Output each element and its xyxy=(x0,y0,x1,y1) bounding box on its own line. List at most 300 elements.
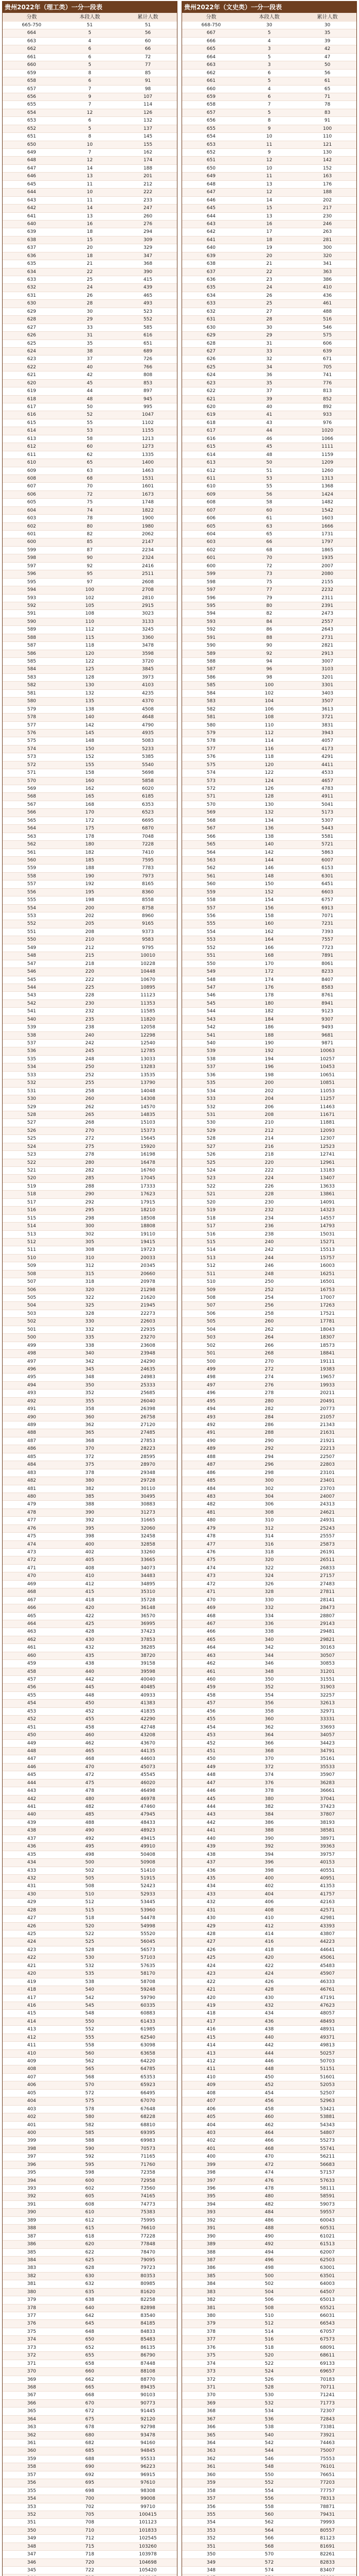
cumulative-cell: 174 xyxy=(143,158,153,163)
score-cell: 499 xyxy=(206,1366,216,1372)
score-cell: 416 xyxy=(27,2003,36,2008)
cumulative-cell: 13183 xyxy=(320,1168,335,1173)
count-cell: 268 xyxy=(85,1120,94,1126)
cumulative-cell: 70573 xyxy=(140,2146,155,2151)
count-cell: 242 xyxy=(265,1247,274,1253)
table-row xyxy=(182,1740,356,1748)
table-row xyxy=(182,1119,356,1127)
count-cell: 552 xyxy=(85,2027,94,2032)
table-row xyxy=(182,1764,356,1771)
count-cell: 500 xyxy=(265,2273,274,2279)
table-row xyxy=(3,1135,177,1143)
table-row xyxy=(3,1334,177,1342)
cumulative-cell: 92120 xyxy=(140,2416,155,2422)
table-row xyxy=(3,1938,177,1946)
cumulative-cell: 28473 xyxy=(320,1605,335,1611)
table-row xyxy=(182,1334,356,1342)
table-row xyxy=(182,1533,356,1540)
cumulative-cell: 35161 xyxy=(320,1756,335,1762)
cumulative-cell: 1463 xyxy=(142,468,154,473)
score-cell: 627 xyxy=(206,348,216,354)
table-row xyxy=(182,1389,356,1397)
cumulative-cell: 1797 xyxy=(321,539,334,545)
count-cell: 24 xyxy=(266,285,272,291)
cumulative-cell: 5540 xyxy=(142,762,154,768)
cumulative-cell: 91 xyxy=(144,78,151,84)
count-cell: 406 xyxy=(265,1900,274,1905)
count-cell: 98 xyxy=(266,674,272,680)
table-row xyxy=(182,579,356,586)
cumulative-cell: 27853 xyxy=(140,1438,155,1444)
count-cell: 330 xyxy=(85,1319,94,1325)
table-row xyxy=(3,714,177,721)
cumulative-cell: 39598 xyxy=(140,1669,155,1674)
table-row xyxy=(3,141,177,149)
count-cell: 534 xyxy=(265,2409,274,2414)
count-cell: 328 xyxy=(85,1311,94,1316)
count-cell: 315 xyxy=(85,1271,94,1277)
table-row xyxy=(3,944,177,952)
cumulative-cell: 47191 xyxy=(320,1995,335,2001)
table-row xyxy=(3,491,177,499)
score-cell: 512 xyxy=(27,1239,36,1245)
count-cell: 412 xyxy=(85,1581,94,1587)
table-row xyxy=(3,809,177,817)
arts-table-header xyxy=(182,13,356,22)
cumulative-cell: 78 xyxy=(324,102,331,108)
table-row xyxy=(3,2249,177,2257)
cumulative-cell: 13033 xyxy=(140,1056,155,1062)
score-cell: 554 xyxy=(27,905,36,911)
cumulative-cell: 69983 xyxy=(140,2138,155,2144)
count-cell: 104 xyxy=(265,699,274,704)
table-row xyxy=(182,45,356,53)
score-cell: 620 xyxy=(27,380,36,386)
count-cell: 285 xyxy=(85,1176,94,1181)
cumulative-cell: 86135 xyxy=(140,2345,155,2350)
score-cell: 479 xyxy=(27,1502,36,1507)
table-row xyxy=(182,1127,356,1135)
cumulative-cell: 4790 xyxy=(142,722,154,728)
cumulative-cell: 12058 xyxy=(140,1025,155,1030)
table-row xyxy=(3,2296,177,2304)
cumulative-cell: 65353 xyxy=(140,2074,155,2080)
count-cell: 75 xyxy=(266,579,272,585)
cumulative-cell: 61513 xyxy=(320,2242,335,2247)
score-cell: 459 xyxy=(27,1661,36,1667)
cumulative-cell: 64507 xyxy=(320,2289,335,2295)
count-cell: 450 xyxy=(85,1701,94,1706)
count-cell: 375 xyxy=(85,1462,94,1468)
table-row xyxy=(3,284,177,292)
score-cell: 471 xyxy=(27,1565,36,1571)
table-row xyxy=(182,2153,356,2161)
cumulative-cell: 38581 xyxy=(320,1828,335,1834)
cumulative-cell: 37423 xyxy=(140,1629,155,1635)
table-row xyxy=(3,475,177,483)
table-row xyxy=(3,205,177,212)
cumulative-cell: 15513 xyxy=(320,1247,335,1253)
count-cell: 194 xyxy=(265,1056,274,1062)
table-row xyxy=(182,626,356,634)
table-row xyxy=(182,1613,356,1620)
cumulative-cell: 98 xyxy=(144,86,151,92)
count-cell: 702 xyxy=(85,2504,94,2510)
cumulative-cell: 11463 xyxy=(320,1104,335,1110)
table-row xyxy=(182,2177,356,2185)
count-cell: 18 xyxy=(87,253,93,259)
cumulative-cell: 1111 xyxy=(321,444,334,450)
count-cell: 34 xyxy=(266,364,272,370)
count-cell: 390 xyxy=(265,1836,274,1841)
count-cell: 348 xyxy=(265,1669,274,1674)
count-cell: 370 xyxy=(265,1756,274,1762)
count-cell: 492 xyxy=(265,2242,274,2247)
count-cell: 154 xyxy=(265,897,274,903)
table-row xyxy=(3,984,177,992)
score-cell: 586 xyxy=(27,651,36,656)
table-row xyxy=(182,2145,356,2153)
cumulative-cell: 65521 xyxy=(320,2305,335,2311)
table-row xyxy=(182,2328,356,2336)
count-cell: 205 xyxy=(85,921,94,927)
count-cell: 522 xyxy=(85,1931,94,1937)
table-row xyxy=(182,2336,356,2344)
cumulative-cell: 43807 xyxy=(320,1931,335,1937)
table-row xyxy=(3,451,177,459)
table-row xyxy=(182,1509,356,1517)
cumulative-cell: 40951 xyxy=(320,1875,335,1881)
table-row xyxy=(3,595,177,602)
count-cell: 490 xyxy=(85,1828,94,1834)
count-cell: 665 xyxy=(85,2384,94,2390)
count-cell: 278 xyxy=(85,1152,94,1158)
count-cell: 65 xyxy=(266,532,272,537)
count-cell: 570 xyxy=(85,2082,94,2088)
score-cell: 617 xyxy=(27,404,36,410)
table-row xyxy=(3,2511,177,2519)
cumulative-cell: 94160 xyxy=(140,2441,155,2446)
cumulative-cell: 52053 xyxy=(320,2082,335,2088)
cumulative-cell: 62007 xyxy=(320,2249,335,2255)
table-row xyxy=(3,2264,177,2272)
cumulative-cell: 32613 xyxy=(320,1701,335,1706)
count-cell: 60 xyxy=(266,507,272,513)
count-cell: 238 xyxy=(265,1231,274,1237)
score-cell: 490 xyxy=(27,1414,36,1420)
table-row xyxy=(182,109,356,117)
table-row xyxy=(3,2455,177,2463)
score-cell: 495 xyxy=(27,1375,36,1380)
count-cell: 478 xyxy=(85,1788,94,1794)
table-row xyxy=(182,1716,356,1723)
table-row xyxy=(3,1151,177,1159)
table-row xyxy=(182,1302,356,1310)
count-cell: 350 xyxy=(265,1677,274,1682)
cumulative-cell: 68611 xyxy=(320,2353,335,2359)
table-row xyxy=(3,2201,177,2209)
count-cell: 372 xyxy=(265,1764,274,1770)
count-cell: 310 xyxy=(265,1518,274,1523)
count-cell: 530 xyxy=(265,2393,274,2398)
count-cell: 468 xyxy=(85,1756,94,1762)
score-cell: 413 xyxy=(27,2027,36,2032)
cumulative-cell: 57633 xyxy=(320,2178,335,2183)
table-row xyxy=(182,1899,356,1906)
score-cell: 602 xyxy=(206,547,216,553)
cumulative-cell: 99710 xyxy=(140,2504,155,2510)
count-cell: 27 xyxy=(266,309,272,314)
count-cell: 172 xyxy=(265,969,274,975)
count-cell: 338 xyxy=(265,1629,274,1635)
table-row xyxy=(182,2010,356,2018)
cumulative-cell: 1155 xyxy=(142,428,154,434)
cumulative-cell: 808 xyxy=(143,372,153,378)
count-cell: 454 xyxy=(265,2090,274,2096)
cumulative-cell: 15373 xyxy=(140,1128,155,1133)
count-cell: 9 xyxy=(268,126,271,131)
score-cell: 411 xyxy=(206,2066,216,2072)
cumulative-cell: 68810 xyxy=(140,2122,155,2128)
cumulative-cell: 19933 xyxy=(320,1382,335,1388)
score-cell: 402 xyxy=(206,2138,216,2144)
table-row xyxy=(182,1851,356,1859)
score-cell: 624 xyxy=(206,372,216,378)
score-cell: 527 xyxy=(206,1144,216,1149)
count-cell: 132 xyxy=(85,690,94,696)
count-cell: 80 xyxy=(266,603,272,608)
score-cell: 611 xyxy=(27,452,36,457)
table-row xyxy=(3,905,177,912)
count-cell: 7 xyxy=(88,150,91,155)
score-cell: 521 xyxy=(27,1168,36,1173)
table-row xyxy=(3,610,177,618)
cumulative-cell: 7783 xyxy=(142,866,154,871)
cumulative-cell: 44641 xyxy=(320,1947,335,1953)
score-cell: 575 xyxy=(206,762,216,768)
count-cell: 8 xyxy=(268,118,271,124)
cumulative-cell: 72958 xyxy=(140,2178,155,2183)
count-cell: 7 xyxy=(88,86,91,92)
score-cell: 518 xyxy=(206,1215,216,1221)
count-cell: 612 xyxy=(85,2217,94,2223)
score-cell: 635 xyxy=(206,285,216,291)
count-cell: 202 xyxy=(265,1088,274,1094)
score-cell: 660 xyxy=(206,86,216,92)
count-cell: 475 xyxy=(85,1780,94,1786)
score-cell: 609 xyxy=(27,468,36,473)
cumulative-cell: 107 xyxy=(143,94,153,99)
table-row xyxy=(182,817,356,825)
score-cell: 640 xyxy=(27,221,36,227)
score-cell: 411 xyxy=(27,2043,36,2048)
table-row xyxy=(3,2129,177,2137)
count-cell: 698 xyxy=(85,2488,94,2494)
cumulative-cell: 995 xyxy=(143,404,153,410)
cumulative-cell: 20978 xyxy=(140,1279,155,1285)
table-row xyxy=(3,563,177,570)
count-cell: 5 xyxy=(268,110,271,115)
cumulative-cell: 95533 xyxy=(140,2456,155,2462)
count-cell: 50 xyxy=(87,404,93,410)
cumulative-cell: 61985 xyxy=(140,2027,155,2032)
table-row xyxy=(3,912,177,920)
cumulative-cell: 22935 xyxy=(140,1327,155,1332)
cumulative-cell: 68091 xyxy=(320,2345,335,2350)
score-cell: 637 xyxy=(27,245,36,251)
score-cell: 635 xyxy=(27,261,36,267)
cumulative-cell: 29821 xyxy=(320,1637,335,1642)
count-cell: 3 xyxy=(268,62,271,68)
score-cell: 458 xyxy=(206,1692,216,1698)
score-cell: 535 xyxy=(206,1080,216,1086)
count-cell: 85 xyxy=(87,539,93,545)
count-cell: 55 xyxy=(266,484,272,489)
score-cell: 553 xyxy=(27,913,36,919)
score-cell: 483 xyxy=(206,1494,216,1499)
count-cell: 16 xyxy=(87,221,93,227)
score-cell: 555 xyxy=(27,897,36,903)
cumulative-cell: 77228 xyxy=(140,2233,155,2239)
count-cell: 524 xyxy=(265,2369,274,2375)
score-cell: 556 xyxy=(206,913,216,919)
score-cell: 661 xyxy=(206,78,216,84)
cumulative-cell: 21343 xyxy=(320,1422,335,1428)
score-cell: 572 xyxy=(206,786,216,791)
score-cell: 470 xyxy=(27,1573,36,1579)
cumulative-cell: 42 xyxy=(324,46,331,52)
count-cell: 180 xyxy=(85,842,94,848)
count-cell: 240 xyxy=(85,1032,94,1038)
table-row xyxy=(3,857,177,865)
arts-table-panel xyxy=(182,1,357,2576)
cumulative-cell: 5721 xyxy=(321,842,334,848)
count-cell: 470 xyxy=(85,1764,94,1770)
score-cell: 363 xyxy=(206,2448,216,2454)
score-cell: 394 xyxy=(206,2201,216,2207)
count-cell: 358 xyxy=(265,1708,274,1714)
table-row xyxy=(182,920,356,928)
table-row xyxy=(3,952,177,960)
table-row xyxy=(182,1803,356,1811)
count-cell: 670 xyxy=(85,2400,94,2406)
score-cell: 377 xyxy=(206,2337,216,2343)
count-cell: 28 xyxy=(266,317,272,323)
cumulative-cell: 21057 xyxy=(320,1414,335,1420)
count-cell: 18 xyxy=(266,237,272,243)
score-cell: 417 xyxy=(206,2019,216,2024)
count-cell: 140 xyxy=(265,842,274,848)
cumulative-cell: 217 xyxy=(323,206,332,211)
table-row xyxy=(182,260,356,268)
table-row xyxy=(182,1541,356,1549)
table-row xyxy=(3,2527,177,2535)
score-cell: 469 xyxy=(27,1581,36,1587)
count-cell: 110 xyxy=(265,722,274,728)
count-cell: 320 xyxy=(85,1287,94,1293)
cumulative-cell: 59248 xyxy=(140,1987,155,1993)
count-cell: 525 xyxy=(85,1939,94,1945)
cumulative-cell: 90773 xyxy=(140,2400,155,2406)
cumulative-cell: 16501 xyxy=(320,1279,335,1285)
score-cell: 372 xyxy=(206,2377,216,2382)
count-cell: 7 xyxy=(268,102,271,108)
cumulative-cell: 63001 xyxy=(320,2265,335,2271)
count-cell: 445 xyxy=(85,1685,94,1690)
count-cell: 55 xyxy=(87,420,93,426)
table-row xyxy=(182,1748,356,1755)
count-cell: 178 xyxy=(265,993,274,998)
table-row xyxy=(182,1183,356,1191)
count-cell: 528 xyxy=(85,1947,94,1953)
score-cell: 486 xyxy=(206,1470,216,1476)
table-row xyxy=(3,149,177,157)
score-cell: 450 xyxy=(27,1733,36,1738)
table-row xyxy=(3,93,177,101)
table-row xyxy=(182,1962,356,1970)
table-row xyxy=(3,2122,177,2129)
cumulative-cell: 69657 xyxy=(320,2369,335,2375)
table-row xyxy=(3,364,177,371)
cumulative-cell: 11053 xyxy=(320,1088,335,1094)
cumulative-cell: 2007 xyxy=(321,563,334,569)
table-row xyxy=(182,165,356,173)
count-cell: 680 xyxy=(85,2432,94,2438)
cumulative-cell: 2643 xyxy=(321,627,334,633)
count-cell: 37 xyxy=(266,388,272,394)
table-row xyxy=(3,1620,177,1628)
cumulative-cell: 97610 xyxy=(140,2480,155,2486)
count-cell: 442 xyxy=(85,1677,94,1682)
table-row xyxy=(3,1119,177,1127)
count-cell: 502 xyxy=(85,1868,94,1873)
count-cell: 518 xyxy=(265,2345,274,2350)
count-cell: 330 xyxy=(265,1597,274,1603)
score-cell: 525 xyxy=(206,1160,216,1165)
count-cell: 24 xyxy=(87,285,93,291)
cumulative-cell: 10010 xyxy=(140,953,155,959)
count-cell: 40 xyxy=(87,364,93,370)
count-cell: 464 xyxy=(265,2130,274,2136)
cumulative-cell: 121 xyxy=(323,142,332,147)
score-cell: 418 xyxy=(27,1987,36,1993)
table-row xyxy=(182,2567,356,2574)
score-cell: 589 xyxy=(27,627,36,633)
count-cell: 358 xyxy=(85,1406,94,1412)
score-cell: 654 xyxy=(206,134,216,140)
table-row xyxy=(182,1143,356,1151)
table-row xyxy=(3,2050,177,2058)
cumulative-cell: 9165 xyxy=(142,921,154,927)
score-cell: 354 xyxy=(27,2496,36,2502)
score-cell: 395 xyxy=(206,2194,216,2199)
score-cell: 399 xyxy=(27,2138,36,2144)
cumulative-cell: 1900 xyxy=(142,516,154,521)
table-row xyxy=(3,2018,177,2026)
cumulative-cell: 9681 xyxy=(321,1032,334,1038)
score-cell: 653 xyxy=(27,118,36,124)
table-row xyxy=(182,1088,356,1095)
count-cell: 472 xyxy=(265,2162,274,2167)
cumulative-cell: 5083 xyxy=(142,738,154,744)
count-cell: 44 xyxy=(266,428,272,434)
table-row xyxy=(3,1795,177,1803)
score-cell: 456 xyxy=(206,1708,216,1714)
table-row xyxy=(182,2058,356,2065)
table-row xyxy=(3,2567,177,2574)
cumulative-cell: 46020 xyxy=(140,1780,155,1786)
score-cell: 500 xyxy=(206,1359,216,1364)
